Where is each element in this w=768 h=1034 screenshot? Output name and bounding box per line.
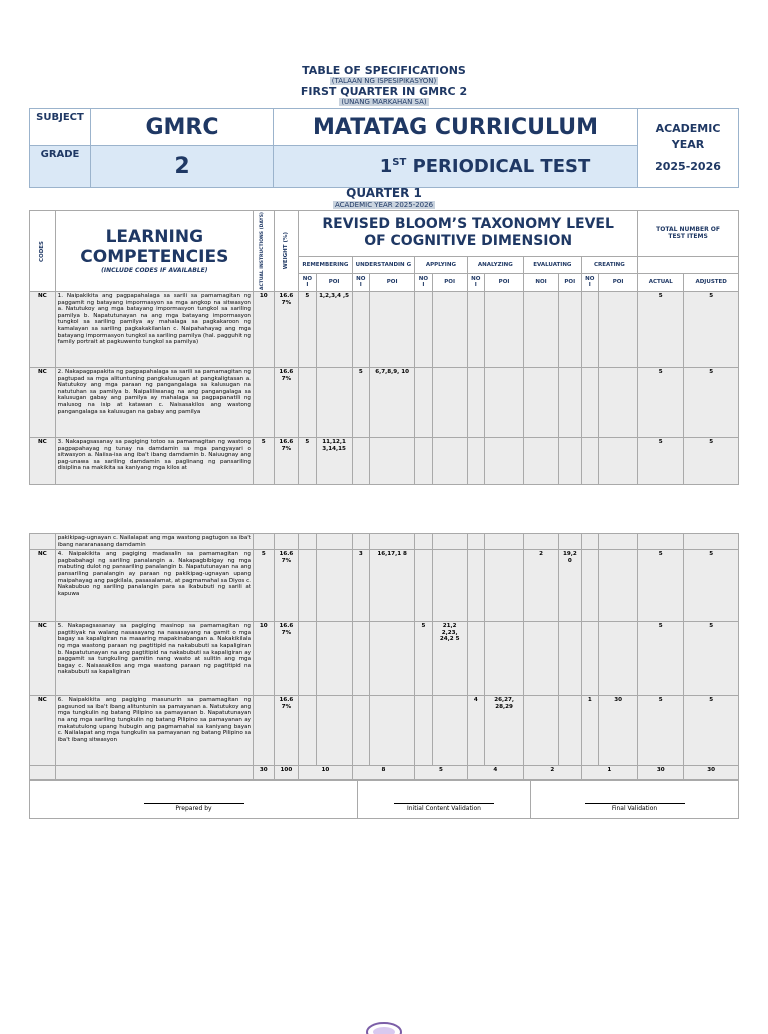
table-row xyxy=(30,550,739,622)
poi-cell xyxy=(370,438,415,485)
poi-header: POI xyxy=(559,273,582,291)
noi-cell xyxy=(581,438,598,485)
days-cell: 5 xyxy=(253,438,274,485)
doc-subtitle: FIRST QUARTER IN GMRC 2 xyxy=(300,85,468,98)
quarter-label: QUARTER 1 xyxy=(346,186,422,200)
adjusted-cell: 5 xyxy=(684,622,739,696)
noi-cell xyxy=(467,438,484,485)
noi-header: NO I xyxy=(299,273,316,291)
noi-cell xyxy=(415,368,432,438)
competency-code: NC xyxy=(30,438,56,485)
poi-cell xyxy=(559,292,582,368)
actual-cell: 5 xyxy=(638,550,684,622)
tos-table-continued xyxy=(29,533,739,780)
noi-cell xyxy=(299,368,316,438)
competency-text: 6. Naipakikita ang pagiging masunurin sa pamamagitan ng pagsunod sa iba't ibang alituntunin sa pamayanan a. Natutukoy ang mga tungkulin ng batang Pilipino sa pamayanan b. Napatutunayan na ang mga sariling tungkulin ng batang Pilipino sa pamayanan ay makatutulong upang hubugin ang pagmamahal sa kaniyang bayan c. Nailalapat ang mga tungkulin sa pamayanan ng batang Pilipino sa iba't ibang sitwasyon xyxy=(55,696,253,766)
days-cell: 5 xyxy=(254,550,275,622)
prepared-by: Prepared by xyxy=(30,781,358,819)
noi-header: NOI xyxy=(524,273,559,291)
total-understanding: 8 xyxy=(352,766,415,780)
competency-code: NC xyxy=(30,368,56,438)
header-table xyxy=(29,108,739,188)
competency-code: NC xyxy=(30,696,56,766)
weight-cell: 16.6 7% xyxy=(274,292,299,368)
adjusted-header: ADJUSTED xyxy=(684,273,739,291)
competency-text: 3. Nakapagsasanay sa pagiging totoo sa pamamagitan ng wastong pagpapahayag ng tunay na damdamin sa mga pangyayari o sitwasyon a. Naiisa-isa ang iba't ibang damdamin b. Naiuugnay ang pag-unawa sa sariling damdamin sa paglinang ng pansariling disiplina na makikita sa kaniyang mga kilos at xyxy=(55,438,253,485)
noi-header: NO I xyxy=(581,273,598,291)
table-row xyxy=(30,292,739,368)
days-cell xyxy=(253,368,274,438)
total-days: 30 xyxy=(254,766,275,780)
poi-cell xyxy=(485,292,524,368)
noi-cell xyxy=(524,292,559,368)
noi-cell: 1 xyxy=(581,696,598,766)
final-validation: Final Validation xyxy=(531,781,739,819)
quarter-academic-year: ACADEMIC YEAR 2025-2026 xyxy=(334,201,434,209)
total-creating: 1 xyxy=(581,766,637,780)
noi-cell xyxy=(299,550,316,622)
subject-label: SUBJECT xyxy=(30,109,91,146)
poi-cell: 16,17,1 8 xyxy=(370,550,415,622)
table-row xyxy=(30,622,739,696)
noi-cell xyxy=(415,292,432,368)
poi-cell: 11,12,1 3,14,15 xyxy=(316,438,352,485)
noi-cell: 2 xyxy=(524,550,559,622)
poi-cell xyxy=(559,696,582,766)
poi-cell xyxy=(599,292,638,368)
noi-cell xyxy=(415,550,432,622)
noi-cell xyxy=(581,292,598,368)
poi-cell xyxy=(432,292,467,368)
table-row xyxy=(30,534,739,550)
rbt-header: REVISED BLOOM’S TAXONOMY LEVEL OF COGNITIVE DIMENSION xyxy=(299,211,638,257)
total-applying: 5 xyxy=(415,766,467,780)
noi-cell: 4 xyxy=(467,696,484,766)
poi-cell xyxy=(599,438,638,485)
weight-header: WEIGHT (%) xyxy=(274,211,299,292)
total-actual: 30 xyxy=(638,766,684,780)
competency-text: 5. Nakapagsasanay sa pagiging masinop sa pamamagitan ng pagtitiyak na walang nasasayang na nasasayang na gamit o mga bagay sa kapaligiran na maaaring mapakinabangan a. Nakakikilala ng mga wastong paraan ng pagtitipid na nakabubuti sa kapaligiran b. Napatutunayan na ang pagtitipid na nakabubuti sa kapaligiran ay paggamit sa tungkuling gamitin nang wasto at sulitin ang mga bagay c. Naisasakilos ang mga wastong paraan ng pagtitipid na nakabubuti sa kapaligiran xyxy=(55,622,253,696)
doc-subtitle-translation: (UNANG MARKAHAN SA) xyxy=(341,98,427,106)
poi-header: POI xyxy=(316,273,352,291)
noi-cell xyxy=(524,368,559,438)
poi-cell xyxy=(432,550,467,622)
weight-cell: 16.6 7% xyxy=(274,550,299,622)
poi-cell xyxy=(485,622,524,696)
level-remembering: REMEMBERING xyxy=(299,256,352,273)
noi-cell xyxy=(415,696,432,766)
days-cell: 10 xyxy=(253,292,274,368)
noi-header: NO I xyxy=(467,273,484,291)
poi-cell xyxy=(599,550,638,622)
poi-cell xyxy=(316,368,352,438)
adjusted-cell: 5 xyxy=(684,550,739,622)
noi-cell xyxy=(581,550,598,622)
noi-cell xyxy=(299,696,316,766)
curriculum-title: MATATAG CURRICULUM xyxy=(274,109,638,146)
noi-cell xyxy=(467,550,484,622)
noi-cell xyxy=(524,622,559,696)
noi-cell xyxy=(524,438,559,485)
periodical-test-title: 1ST PERIODICAL TEST xyxy=(274,146,638,188)
total-weight: 100 xyxy=(274,766,299,780)
initial-validation: Initial Content Validation xyxy=(358,781,531,819)
poi-cell xyxy=(559,438,582,485)
level-applying: APPLYING xyxy=(415,256,467,273)
signature-table xyxy=(29,780,739,819)
competency-code: NC xyxy=(30,550,56,622)
adjusted-cell: 5 xyxy=(684,368,739,438)
poi-cell xyxy=(432,368,467,438)
actual-cell: 5 xyxy=(638,292,684,368)
poi-cell xyxy=(485,438,524,485)
subject-value: GMRC xyxy=(91,109,274,146)
total-items-header: TOTAL NUMBER OF TEST ITEMS xyxy=(638,211,739,257)
poi-cell: 26,27, 28,29 xyxy=(485,696,524,766)
actual-header: ACTUAL xyxy=(638,273,684,291)
noi-cell xyxy=(352,622,369,696)
poi-cell: 1,2,3,4 ,5 xyxy=(316,292,352,368)
grade-label: GRADE xyxy=(30,146,91,188)
doc-title-translation: (TALAAN NG ISPESIPIKASYON) xyxy=(331,77,437,85)
tos-table xyxy=(29,210,739,485)
level-creating: CREATING xyxy=(581,256,638,273)
competency-text: 2. Nakapagpapakita ng pagpapahalaga sa sarili sa pamamagitan ng pagtupad sa mga alituntuning pangkalusugan at pangkaligtasan a. Natutukoy ang mga paraan ng pangangalaga sa kalusugan na natutuhan sa pamilya b. Naipaliliwanag na ang pangangalaga sa kalusugan gabay ang pamilya ay mahalaga sa pagpapanatili ng malusog na isip at katawan c. Naisasakilos ang wastong pangangalaga sa kalusugan na gabay ang pamilya xyxy=(55,368,253,438)
noi-cell xyxy=(524,696,559,766)
totals-row xyxy=(30,766,739,780)
actual-cell: 5 xyxy=(638,696,684,766)
poi-cell xyxy=(316,622,352,696)
table-row xyxy=(30,438,739,485)
actual-cell: 5 xyxy=(638,438,684,485)
noi-cell xyxy=(415,438,432,485)
poi-cell xyxy=(485,550,524,622)
level-analyzing: ANALYZING xyxy=(467,256,523,273)
noi-header: NO I xyxy=(415,273,432,291)
total-adjusted: 30 xyxy=(684,766,739,780)
actual-cell: 5 xyxy=(638,368,684,438)
poi-cell xyxy=(316,550,352,622)
poi-cell: 21,2 2,23, 24,2 5 xyxy=(432,622,467,696)
poi-cell xyxy=(599,368,638,438)
poi-header: POI xyxy=(599,273,638,291)
competency-text: 4. Naipakikita ang pagiging madasalin sa pamamagitan ng pagbabahagi ng sariling panalangin a. Nakapagbibigay ng mga mabuting dulot ng pansariling panalangin b. Napatutunayan na ang pansariling panalangin ay paraan ng pakikipag-ugnayan upang maipahayag ang pagkilala, pasasalamat, at pagmamahal sa Diyos c. Nakabubuo ng sariling panalangin para sa ikabubuti ng sarili at kapuwa xyxy=(55,550,253,622)
noi-cell xyxy=(467,622,484,696)
total-remembering: 10 xyxy=(299,766,352,780)
noi-header: NO I xyxy=(352,273,369,291)
actual-instructions-header: ACTUAL INSTRUCTIONS (DAYS) xyxy=(253,211,274,292)
learning-competencies-header: LEARNING COMPETENCIES (INCLUDE CODES IF AVAILABLE) xyxy=(55,211,253,292)
poi-cell xyxy=(370,292,415,368)
noi-cell xyxy=(467,292,484,368)
poi-cell: 30 xyxy=(599,696,638,766)
adjusted-cell: 5 xyxy=(684,696,739,766)
competency-code: NC xyxy=(30,292,56,368)
actual-cell: 5 xyxy=(638,622,684,696)
poi-header: POI xyxy=(432,273,467,291)
noi-cell: 5 xyxy=(299,438,316,485)
noi-cell: 5 xyxy=(415,622,432,696)
poi-header: POI xyxy=(485,273,524,291)
poi-cell: 19,2 0 xyxy=(559,550,582,622)
level-evaluating: EVALUATING xyxy=(524,256,582,273)
noi-cell xyxy=(352,696,369,766)
poi-cell xyxy=(599,622,638,696)
poi-cell xyxy=(432,696,467,766)
codes-header: CODES xyxy=(30,211,56,292)
poi-cell xyxy=(485,368,524,438)
total-evaluating: 2 xyxy=(524,766,582,780)
days-cell: 10 xyxy=(254,622,275,696)
level-understanding: UNDERSTANDIN G xyxy=(352,256,415,273)
noi-cell xyxy=(352,292,369,368)
competency-code: NC xyxy=(30,622,56,696)
table-row xyxy=(30,368,739,438)
academic-year: ACADEMIC YEAR 2025-2026 xyxy=(638,109,739,188)
total-analyzing: 4 xyxy=(467,766,523,780)
poi-cell xyxy=(316,696,352,766)
weight-cell: 16.6 7% xyxy=(274,438,299,485)
poi-cell xyxy=(370,622,415,696)
noi-cell: 5 xyxy=(352,368,369,438)
grade-value: 2 xyxy=(91,146,274,188)
poi-cell xyxy=(559,622,582,696)
school-seal-icon xyxy=(364,1014,404,1034)
table-row xyxy=(30,696,739,766)
noi-cell xyxy=(581,368,598,438)
poi-cell xyxy=(432,438,467,485)
weight-cell: 16.6 7% xyxy=(274,622,299,696)
noi-cell: 3 xyxy=(352,550,369,622)
weight-cell: 16.6 7% xyxy=(274,696,299,766)
poi-header: POI xyxy=(370,273,415,291)
competency-text: 1. Naipakikita ang pagpapahalaga sa sarili sa pamamagitan ng paggamit ng batayang impormasyon sa mga angkop na sitwasyon a. Natutukoy ang mga batayang impormasyon tungkol sa sariling pamilya b. Napatutunayan na ang mga batayang impormasyon tungkol sa sariling pamilya ay mahalaga sa pagkakaroon ng kamalayan sa sariling pagkakakilanlan c. Naipahahayag ang mga batayang impormasyon tungkol sa sariling pamilya (hal. pagguhit ng family portrait at pagkuwento tungkol sa pamilya) xyxy=(55,292,253,368)
adjusted-cell: 5 xyxy=(684,292,739,368)
competency-text: pakikipag-ugnayan c. Nailalapat ang mga wastong pagtugon sa iba't ibang nararanasang damdamin xyxy=(55,534,253,550)
poi-cell: 6,7,8,9, 10 xyxy=(370,368,415,438)
adjusted-cell: 5 xyxy=(684,438,739,485)
noi-cell: 5 xyxy=(299,292,316,368)
poi-cell xyxy=(370,696,415,766)
noi-cell xyxy=(299,622,316,696)
weight-cell: 16.6 7% xyxy=(274,368,299,438)
days-cell xyxy=(254,696,275,766)
noi-cell xyxy=(352,438,369,485)
poi-cell xyxy=(559,368,582,438)
doc-title: TABLE OF SPECIFICATIONS xyxy=(302,64,466,77)
noi-cell xyxy=(467,368,484,438)
noi-cell xyxy=(581,622,598,696)
